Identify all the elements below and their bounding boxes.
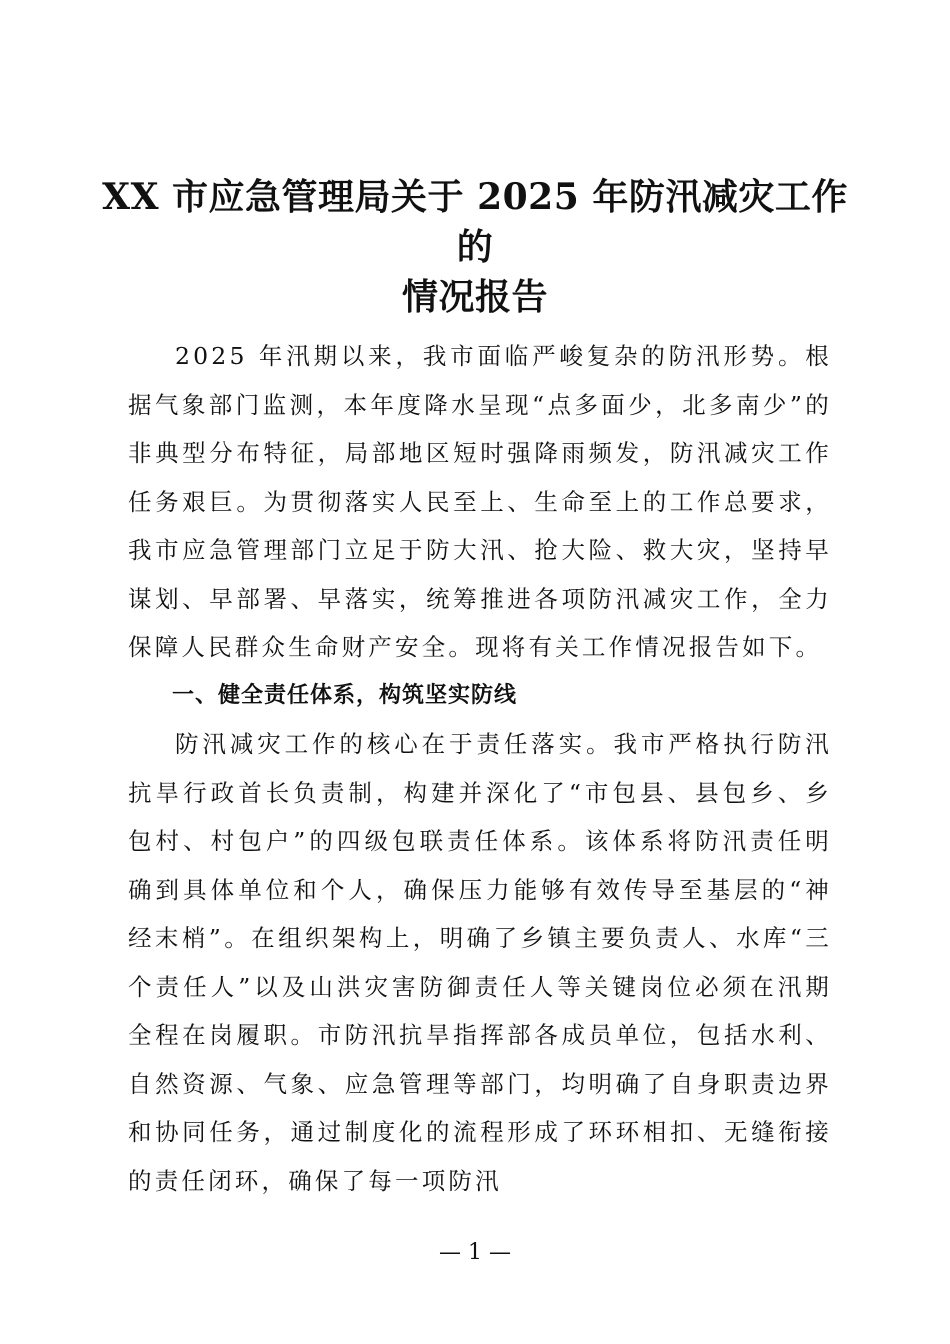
section-paragraph: 防汛减灾工作的核心在于责任落实。我市严格执行防汛抗旱行政首长负责制，构建并深化了“市包县、县包乡、乡包村、村包户”的四级包联责任体系。该体系将防汛责任明确到具体单位和个人，确保压力能够有效传导至基层的“神经末梢”。在组织架构上，明确了乡镇主要负责人、水库“三个责任人”以及山洪灾害防御责任人等关键岗位必须在汛期全程在岗履职。市防汛抗旱指挥部各成员单位，包括水利、自然资源、气象、应急管理等部门，均明确了自身职责边界和协同任务，通过制度化的流程形成了环环相扣、无缝衔接的责任闭环，确保了每一项防汛 <box>128 730 832 1195</box>
document-body <box>128 332 832 1205</box>
intro-paragraph: 2025 年汛期以来，我市面临严峻复杂的防汛形势。根据气象部门监测，本年度降水呈现“点多面少，北多南少”的非典型分布特征，局部地区短时强降雨频发，防汛减灾工作任务艰巨。为贯彻落实人民至上、生命至上的工作总要求，我市应急管理部门立足于防大汛、抢大险、救大灾，坚持早谋划、早部署、早落实，统筹推进各项防汛减灾工作，全力保障人民群众生命财产安全。现将有关工作情况报告如下。 <box>128 342 832 661</box>
title-line-1: XX 市应急管理局关于 2025 年防汛减灾工作的 <box>102 176 848 268</box>
document-title <box>90 172 860 322</box>
page-number: — 1 — <box>439 1240 511 1265</box>
section-heading: 一、健全责任体系，构筑坚实防线 <box>172 682 518 708</box>
title-line-2: 情况报告 <box>401 276 548 318</box>
